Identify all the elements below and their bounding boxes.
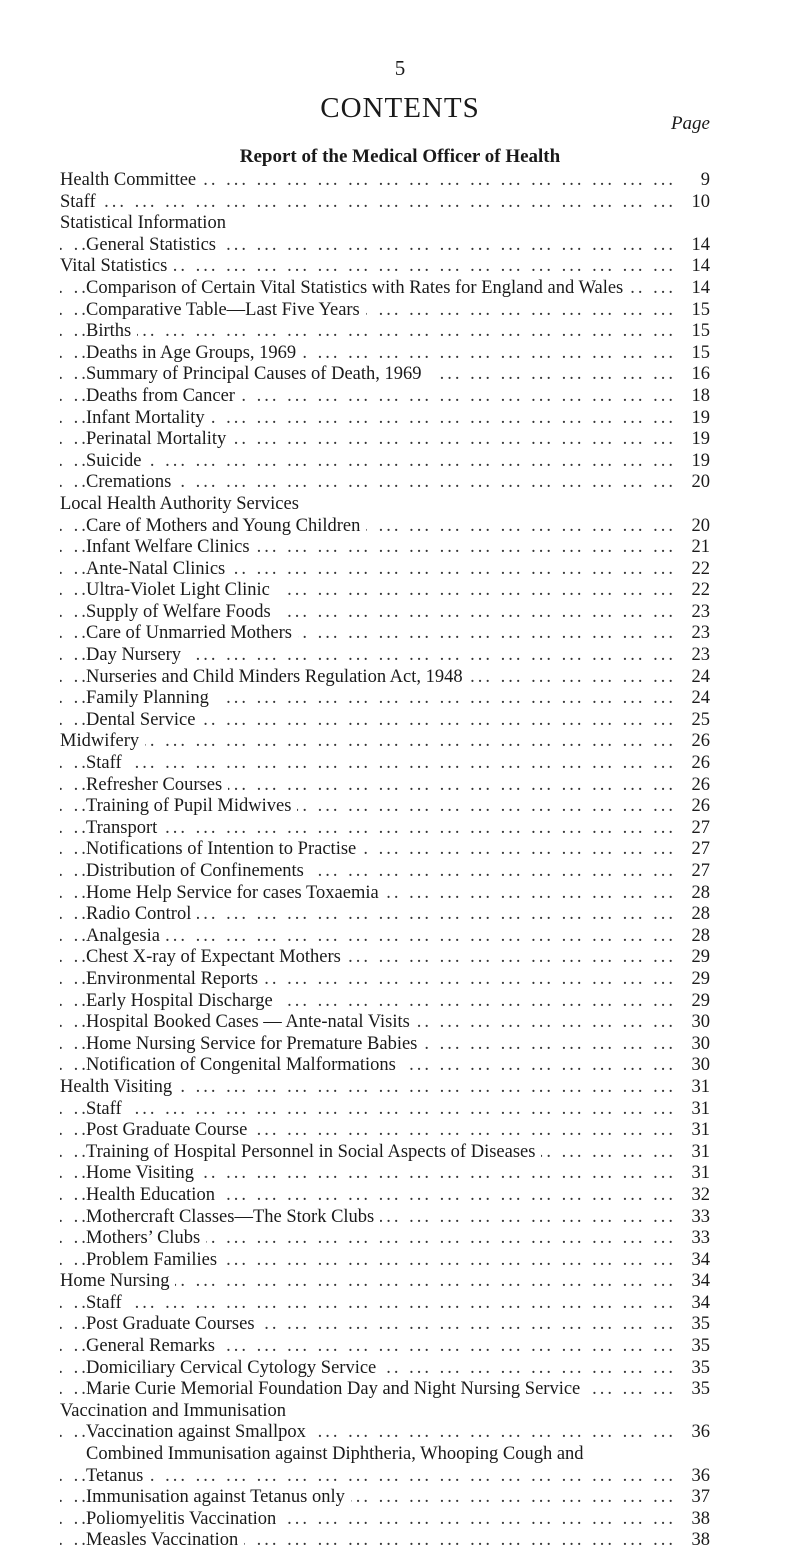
toc-entry-label: Hospital Booked Cases — Ante-natal Visits: [86, 1012, 416, 1032]
toc-entry-label: Care of Unmarried Mothers: [86, 623, 298, 643]
toc-entry-page: 14: [680, 235, 710, 257]
toc-entry-page: 15: [680, 343, 710, 365]
toc-entry-page: 31: [680, 1163, 710, 1185]
toc-entry: [60, 1142, 710, 1164]
toc-entry-label: Staff: [86, 1293, 128, 1313]
toc-entry-label: Combined Immunisation against Diphtheria, Whooping Cough and: [86, 1444, 590, 1464]
toc-entry-label: Supply of Welfare Foods: [86, 602, 277, 622]
toc-entry-label: Early Hospital Discharge: [86, 991, 279, 1011]
toc-entry-label: Post Graduate Courses: [86, 1314, 261, 1334]
toc-entry: [60, 623, 710, 645]
toc-entry-page: 38: [680, 1530, 710, 1552]
toc-entry-label: Vital Statistics: [60, 256, 173, 276]
toc-entry: [60, 1401, 710, 1423]
toc-entry: [60, 1055, 710, 1077]
toc-entry: [60, 947, 710, 969]
toc-entry: [60, 1530, 710, 1552]
toc-entry-label: Health Education: [86, 1185, 221, 1205]
toc-entry-label: Midwifery: [60, 731, 145, 751]
toc-entry-page: 27: [680, 818, 710, 840]
toc-entry: [60, 516, 710, 538]
toc-entry-page: 35: [680, 1379, 710, 1401]
toc-entry-label: Vaccination and Immunisation: [60, 1401, 292, 1421]
toc-entry-label: Chest X-ray of Expectant Mothers: [86, 947, 347, 967]
toc-entry-page: 23: [680, 623, 710, 645]
leader-dots: [60, 731, 676, 753]
toc-entry-label: Comparative Table—Last Five Years: [86, 300, 366, 320]
toc-entry-label: Domiciliary Cervical Cytology Service: [86, 1358, 382, 1378]
toc-entry-label: Summary of Principal Causes of Death, 1969: [86, 364, 428, 384]
toc-entry-page: 26: [680, 775, 710, 797]
toc-entry-page: 9: [680, 170, 710, 192]
toc-entry-page: 31: [680, 1077, 710, 1099]
toc-entry-label: Environmental Reports: [86, 969, 264, 989]
toc-entry-label: Mothercraft Classes—The Stork Clubs: [86, 1207, 380, 1227]
toc-entry-label: Immunisation against Tetanus only: [86, 1487, 351, 1507]
toc-entry-label: Family Planning: [86, 688, 215, 708]
toc-entry: [60, 1444, 710, 1466]
toc-entry: [60, 170, 710, 192]
toc-entry: [60, 883, 710, 905]
toc-entry-page: 22: [680, 580, 710, 602]
toc-entry-page: 20: [680, 472, 710, 494]
toc-entry-page: 35: [680, 1314, 710, 1336]
leader-dots: [60, 1466, 676, 1488]
toc-entry-page: 15: [680, 300, 710, 322]
toc-entry: [60, 1250, 710, 1272]
toc-entry: [60, 429, 710, 451]
toc-entry-page: 28: [680, 926, 710, 948]
toc-entry-label: Day Nursery: [86, 645, 187, 665]
leader-dots: [60, 753, 676, 775]
toc-entry: [60, 343, 710, 365]
toc-entry-label: Analgesia: [86, 926, 166, 946]
toc-entry-page: 26: [680, 796, 710, 818]
toc-entry-label: Infant Welfare Clinics: [86, 537, 256, 557]
toc-entry: [60, 1120, 710, 1142]
toc-entry: [60, 1163, 710, 1185]
toc-entry: [60, 602, 710, 624]
leader-dots: [60, 451, 676, 473]
toc-entry-label: Cremations: [86, 472, 177, 492]
toc-entry-page: 10: [680, 192, 710, 214]
toc-entry: [60, 494, 710, 516]
toc-entry: [60, 731, 710, 753]
toc-entry-label: Transport: [86, 818, 163, 838]
toc-entry-page: 19: [680, 408, 710, 430]
toc-entry-label: Home Help Service for cases Toxaemia: [86, 883, 385, 903]
toc-entry-label: Training of Hospital Personnel in Social Aspects of Diseases: [86, 1142, 541, 1162]
toc-entry-label: Nurseries and Child Minders Regulation Act, 1948: [86, 667, 469, 687]
page-number: 5: [394, 56, 406, 80]
toc-entry: [60, 1099, 710, 1121]
toc-entry-label: Home Visiting: [86, 1163, 200, 1183]
toc-entry-page: 19: [680, 451, 710, 473]
toc-entry: [60, 580, 710, 602]
toc-entry-page: 38: [680, 1509, 710, 1531]
toc-entry-page: 34: [680, 1271, 710, 1293]
toc-entry-label: Infant Mortality: [86, 408, 211, 428]
toc-entry-page: 25: [680, 710, 710, 732]
toc-entry-label: Poliomyelitis Vaccination: [86, 1509, 282, 1529]
toc-entry-page: 29: [680, 947, 710, 969]
toc-entry: [60, 192, 710, 214]
toc-entry-label: Problem Families: [86, 1250, 223, 1270]
toc-entry-page: 34: [680, 1250, 710, 1272]
toc-entry-page: 29: [680, 969, 710, 991]
toc-entry: [60, 1466, 710, 1488]
toc-entry-page: 28: [680, 904, 710, 926]
toc-entry: [60, 926, 710, 948]
toc-entry: [60, 861, 710, 883]
toc-entry-label: Notifications of Intention to Practise: [86, 839, 362, 859]
toc-entry-label: Comparison of Certain Vital Statistics with Rates for England and Wales: [86, 278, 629, 298]
toc-entry-label: Mothers’ Clubs: [86, 1228, 206, 1248]
toc-entry-label: Dental Service: [86, 710, 201, 730]
toc-entry-label: Perinatal Mortality: [86, 429, 232, 449]
toc-entry-label: Suicide: [86, 451, 148, 471]
toc-entry: [60, 1207, 710, 1229]
toc-entry-page: 30: [680, 1055, 710, 1077]
toc-entry-label: Tetanus: [86, 1466, 149, 1486]
toc-entry: [60, 278, 710, 300]
toc-entry-page: 23: [680, 645, 710, 667]
toc-entry: [60, 904, 710, 926]
toc-entry: [60, 991, 710, 1013]
toc-entry: [60, 1034, 710, 1056]
toc-entry-label: Health Committee: [60, 170, 202, 190]
toc-entry-page: 33: [680, 1207, 710, 1229]
toc-entry: [60, 775, 710, 797]
toc-entry: [60, 364, 710, 386]
toc-entry-page: 26: [680, 731, 710, 753]
toc-entry-page: 20: [680, 516, 710, 538]
toc-entry-page: 14: [680, 278, 710, 300]
leader-dots: [60, 321, 676, 343]
toc-entry-label: Deaths in Age Groups, 1969: [86, 343, 302, 363]
toc-entry-page: 27: [680, 839, 710, 861]
toc-entry-page: 34: [680, 1293, 710, 1315]
toc-entry: [60, 300, 710, 322]
toc-entry: [60, 667, 710, 689]
toc-entry-page: 24: [680, 667, 710, 689]
toc-entry-label: Training of Pupil Midwives: [86, 796, 297, 816]
toc-entry-page: 37: [680, 1487, 710, 1509]
toc-entry-label: Births: [86, 321, 137, 341]
toc-entry-page: 23: [680, 602, 710, 624]
toc-entry-page: 35: [680, 1358, 710, 1380]
toc-entry-label: Measles Vaccination: [86, 1530, 244, 1550]
toc-entry: [60, 1185, 710, 1207]
toc-entry-label: Care of Mothers and Young Children: [86, 516, 366, 536]
toc-entry-label: Marie Curie Memorial Foundation Day and Night Nursing Service: [86, 1379, 586, 1399]
report-subtitle: Report of the Medical Officer of Health: [239, 146, 561, 167]
toc-entry: [60, 1012, 710, 1034]
toc-entry: [60, 1487, 710, 1509]
toc-entry: [60, 213, 710, 235]
toc-entry: [60, 796, 710, 818]
toc-entry: [60, 1509, 710, 1531]
toc-entry: [60, 1077, 710, 1099]
toc-entry: [60, 688, 710, 710]
toc-entry-label: Ante-Natal Clinics: [86, 559, 231, 579]
toc-entry-label: General Remarks: [86, 1336, 221, 1356]
toc-entry: [60, 753, 710, 775]
toc-entry-label: Health Visiting: [60, 1077, 178, 1097]
toc-entry-page: 27: [680, 861, 710, 883]
toc-entry: [60, 818, 710, 840]
page-title: CONTENTS: [320, 92, 480, 124]
toc-entry-label: Post Graduate Course: [86, 1120, 253, 1140]
toc-entry-page: 31: [680, 1120, 710, 1142]
toc-entry-page: 18: [680, 386, 710, 408]
toc-entry-page: 14: [680, 256, 710, 278]
toc-entry: [60, 1422, 710, 1444]
toc-entry-label: Radio Control: [86, 904, 197, 924]
toc-entry-page: 24: [680, 688, 710, 710]
leader-dots: [60, 1099, 676, 1121]
toc-entry: [60, 537, 710, 559]
toc-entry-page: 22: [680, 559, 710, 581]
toc-entry-page: 16: [680, 364, 710, 386]
table-of-contents: [60, 170, 710, 1552]
toc-entry: [60, 1271, 710, 1293]
toc-entry-page: 36: [680, 1466, 710, 1488]
toc-entry-page: 21: [680, 537, 710, 559]
toc-entry: [60, 472, 710, 494]
toc-entry-label: General Statistics: [86, 235, 222, 255]
toc-entry-label: Home Nursing: [60, 1271, 175, 1291]
toc-entry-label: Staff: [86, 1099, 128, 1119]
toc-entry-page: 29: [680, 991, 710, 1013]
toc-entry: [60, 1336, 710, 1358]
toc-entry-label: Ultra-Violet Light Clinic: [86, 580, 276, 600]
toc-entry-page: 28: [680, 883, 710, 905]
toc-entry-page: 36: [680, 1422, 710, 1444]
toc-entry-label: Home Nursing Service for Premature Babies: [86, 1034, 423, 1054]
toc-entry: [60, 1228, 710, 1250]
toc-entry: [60, 1293, 710, 1315]
toc-entry: [60, 408, 710, 430]
toc-entry-page: 32: [680, 1185, 710, 1207]
toc-entry-label: Staff: [60, 192, 102, 212]
toc-entry-label: Local Health Authority Services: [60, 494, 305, 514]
toc-entry-page: 35: [680, 1336, 710, 1358]
toc-entry-page: 31: [680, 1099, 710, 1121]
toc-entry-label: Vaccination against Smallpox: [86, 1422, 312, 1442]
toc-entry: [60, 1379, 710, 1401]
toc-entry-page: 15: [680, 321, 710, 343]
toc-entry-page: 26: [680, 753, 710, 775]
toc-entry-label: Refresher Courses: [86, 775, 228, 795]
toc-entry: [60, 559, 710, 581]
toc-entry: [60, 1358, 710, 1380]
toc-entry: [60, 386, 710, 408]
toc-entry: [60, 839, 710, 861]
toc-entry-label: Deaths from Cancer: [86, 386, 241, 406]
toc-entry: [60, 235, 710, 257]
toc-entry-label: Distribution of Confinements: [86, 861, 310, 881]
toc-entry: [60, 451, 710, 473]
toc-entry: [60, 710, 710, 732]
toc-entry: [60, 256, 710, 278]
toc-entry-page: 33: [680, 1228, 710, 1250]
toc-entry-page: 19: [680, 429, 710, 451]
leader-dots: [60, 192, 676, 214]
toc-entry: [60, 969, 710, 991]
toc-entry: [60, 645, 710, 667]
leader-dots: [60, 1293, 676, 1315]
toc-entry: [60, 321, 710, 343]
toc-entry-page: 31: [680, 1142, 710, 1164]
toc-entry: [60, 1314, 710, 1336]
toc-entry-page: 30: [680, 1034, 710, 1056]
toc-entry-page: 30: [680, 1012, 710, 1034]
toc-entry-label: Staff: [86, 753, 128, 773]
toc-entry-label: Statistical Information: [60, 213, 232, 233]
toc-entry-label: Notification of Congenital Malformations: [86, 1055, 402, 1075]
page-column-label: Page: [670, 113, 710, 134]
